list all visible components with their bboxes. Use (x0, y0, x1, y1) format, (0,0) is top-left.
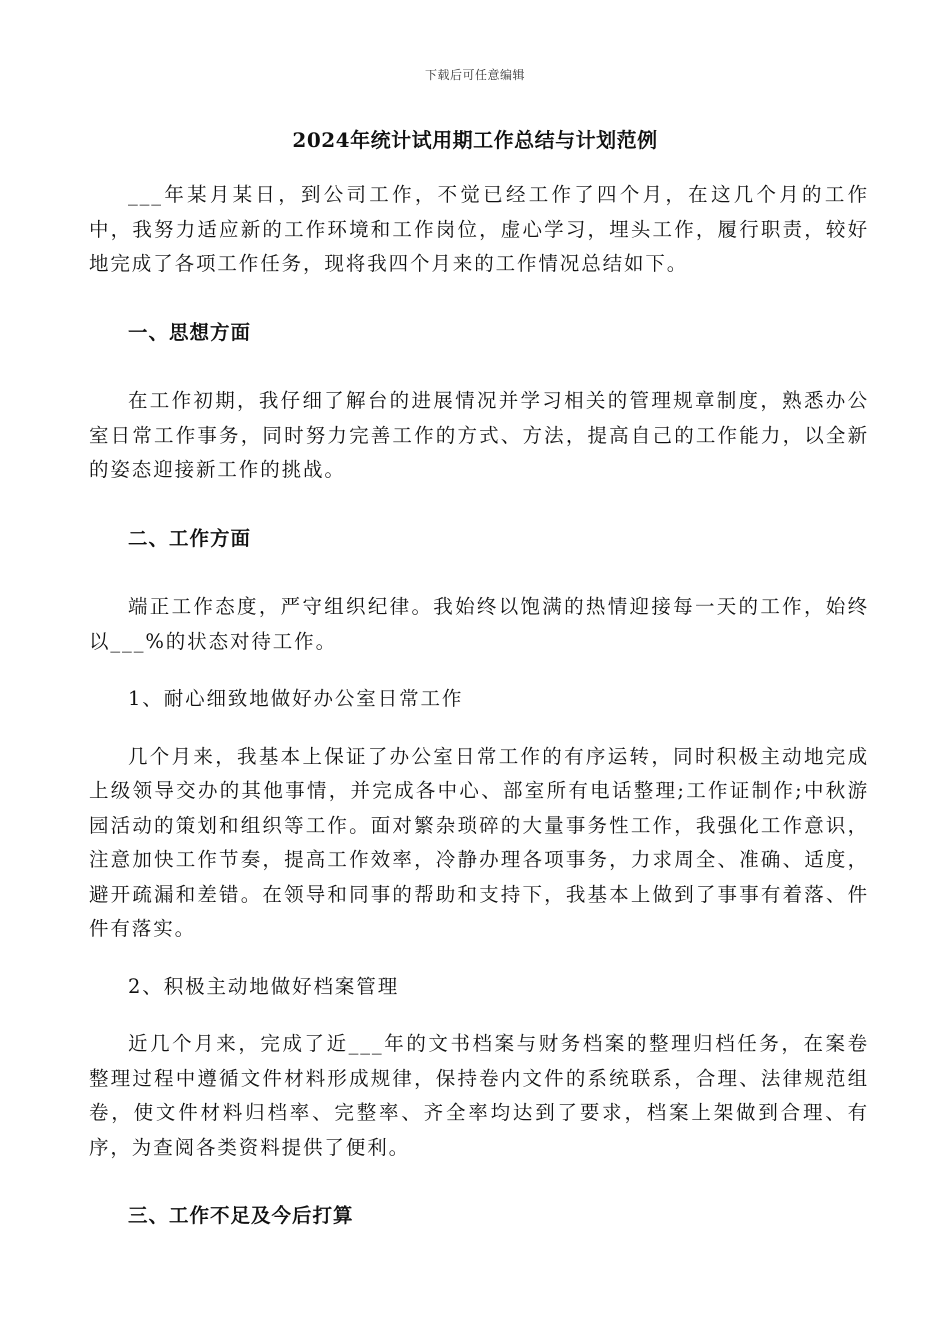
document-title: 2024年统计试用期工作总结与计划范例 (292, 128, 658, 152)
intro-paragraph: ___年某月某日，到公司工作，不觉已经工作了四个月，在这几个月的工作中，我努力适应新的工作环境和工作岗位，虚心学习，埋头工作，履行职责，较好地完成了各项工作任务，现将我四个月来的工作情况总结如下。 (89, 183, 869, 275)
section-body-work: 端正工作态度，严守组织纪律。我始终以饱满的热情迎接每一天的工作，始终以___%的状态对待工作。 (89, 595, 869, 653)
section-heading-shortcomings: 三、工作不足及今后打算 (128, 1204, 354, 1227)
document-body (89, 178, 869, 1234)
subsection-heading-office: 1、耐心细致地做好办公室日常工作 (128, 687, 464, 710)
header-note: 下载后可任意编辑 (424, 68, 525, 82)
section-heading-work: 二、工作方面 (128, 526, 252, 550)
section-body-thought: 在工作初期，我仔细了解台的进展情况并学习相关的管理规章制度，熟悉办公室日常工作事务，同时努力完善工作的方式、方法，提高自己的工作能力，以全新的姿态迎接新工作的挑战。 (89, 389, 869, 481)
subsection-body-office: 几个月来，我基本上保证了办公室日常工作的有序运转，同时积极主动地完成上级领导交办的其他事情，并完成各中心、部室所有电话整理;工作证制作;中秋游园活动的策划和组织等工作。面对繁杂琐碎的大量事务性工作，我强化工作意识，注意加快工作节奏，提高工作效率，冷静办理各项事务，力求周全、准确、适度，避开疏漏和差错。在领导和同事的帮助和支持下，我基本上做到了事事有着落、件件有落实。 (89, 744, 869, 940)
subsection-heading-archive: 2、积极主动地做好档案管理 (128, 974, 400, 998)
subsection-body-archive: 近几个月来，完成了近___年的文书档案与财务档案的整理归档任务，在案卷整理过程中遵循文件材料形成规律，保持卷内文件的系统联系，合理、法律规范组卷，使文件材料归档率、完整率、齐全率均达到了要求，档案上架做到合理、有序，为查阅各类资料提供了便利。 (89, 1032, 869, 1159)
section-heading-thought: 一、思想方面 (128, 320, 252, 344)
